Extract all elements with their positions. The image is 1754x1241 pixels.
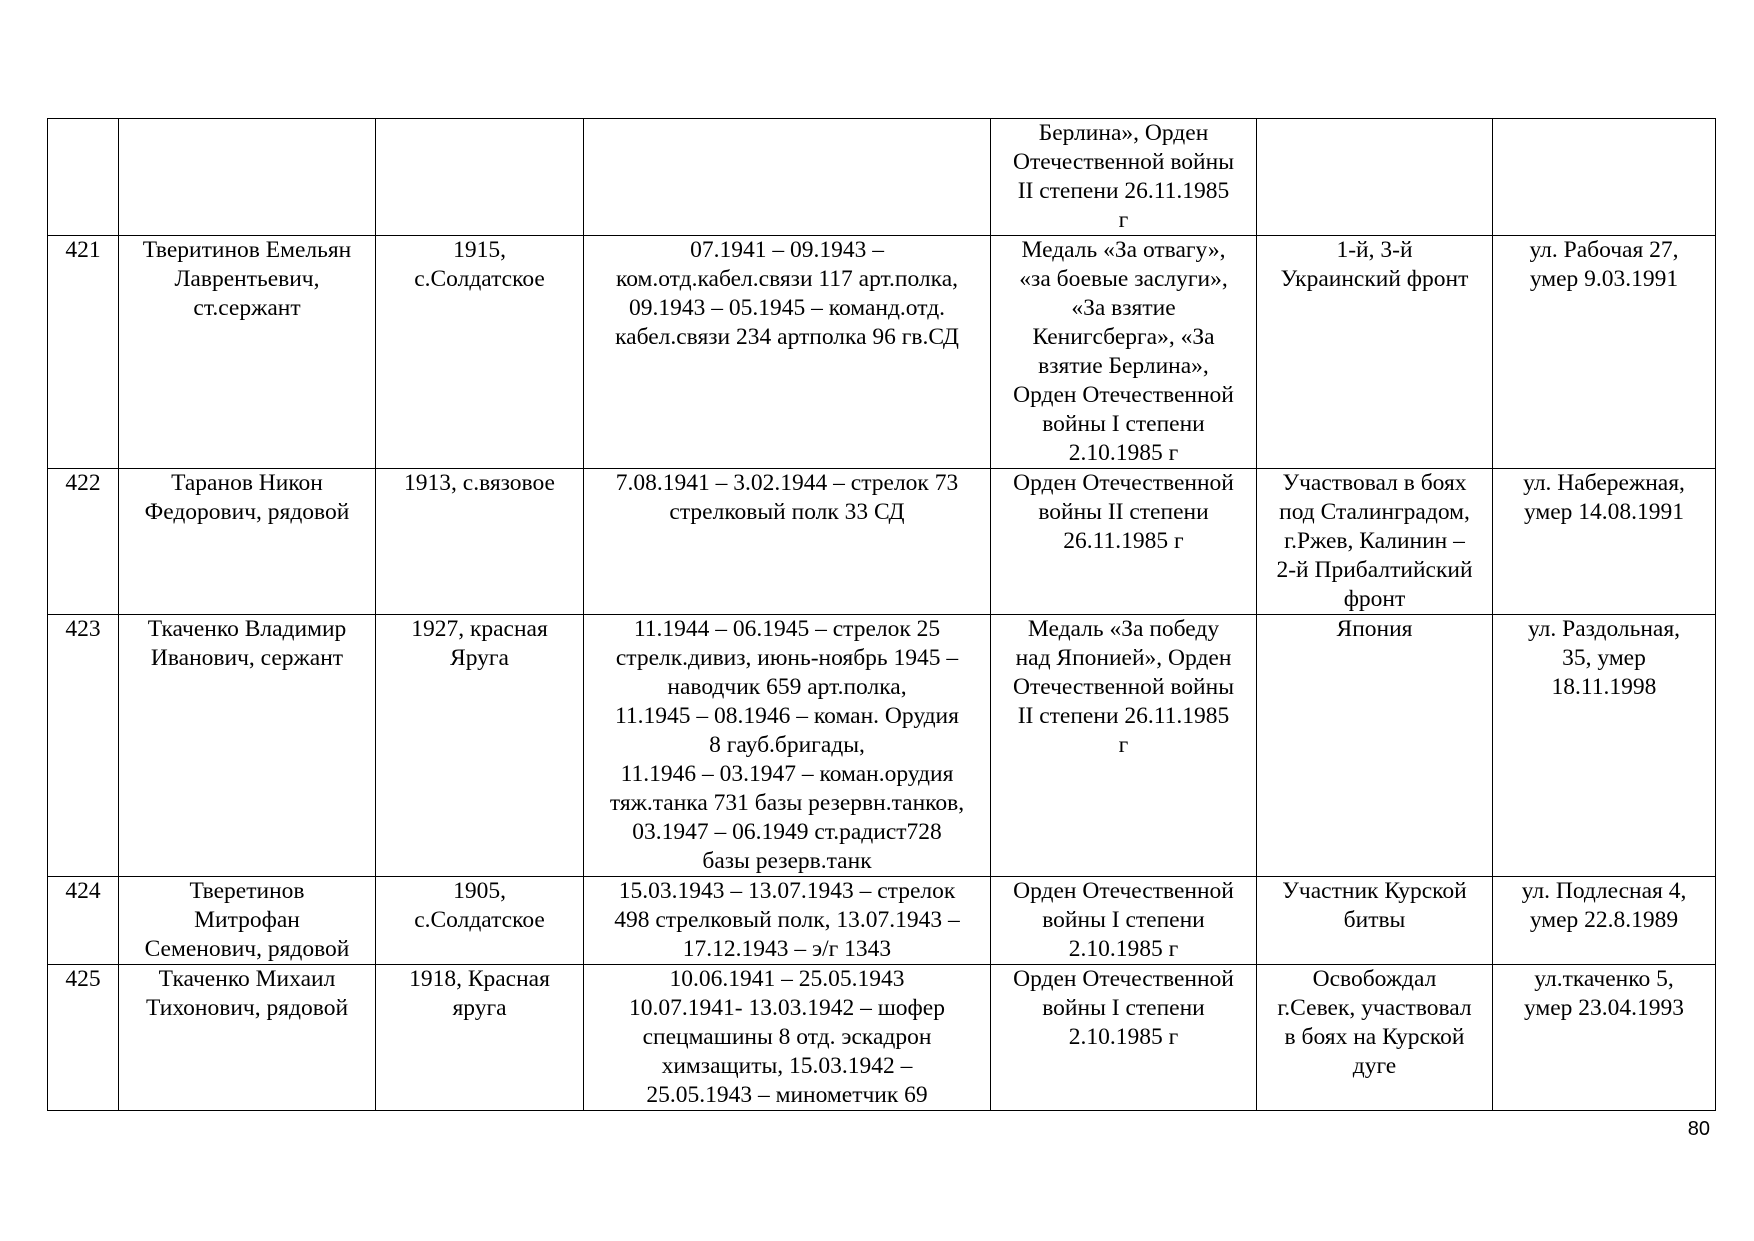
cell-number: 424 [48,877,119,965]
cell-name: Тверитинов Емельян Лаврентьевич, ст.сержант [119,236,376,469]
cell-awards: Орден Отечественной войны I степени 2.10.1985 г [991,965,1257,1111]
table-row [48,965,1716,1111]
cell-participation: 1-й, 3-й Украинский фронт [1257,236,1493,469]
cell-birth: 1905, с.Солдатское [376,877,584,965]
cell-address: ул. Рабочая 27, умер 9.03.1991 [1493,236,1716,469]
cell-name: Таранов Никон Федорович, рядовой [119,469,376,615]
cell-service: 11.1944 – 06.1945 – стрелок 25 стрелк.дивиз, июнь-ноябрь 1945 – наводчик 659 арт.полка, 11.1945 – 08.1946 – коман. Орудия 8 гауб.бригады, 11.1946 – 03.1947 – коман.орудия тяж.танка 731 базы резервн.танков, 03.1947 – 06.1949 ст.радист728 базы резерв.танк [584,615,991,877]
cell-awards: Орден Отечественной войны II степени 26.11.1985 г [991,469,1257,615]
cell-participation [1257,119,1493,236]
cell-number: 422 [48,469,119,615]
table-row [48,469,1716,615]
cell-address: ул.ткаченко 5, умер 23.04.1993 [1493,965,1716,1111]
cell-participation: Освобождал г.Севек, участвовал в боях на Курской дуге [1257,965,1493,1111]
table-row [48,615,1716,877]
cell-participation: Участник Курской битвы [1257,877,1493,965]
cell-address: ул. Подлесная 4, умер 22.8.1989 [1493,877,1716,965]
cell-name: Ткаченко Владимир Иванович, сержант [119,615,376,877]
cell-number: 425 [48,965,119,1111]
cell-awards: Берлина», Орден Отечественной войны II степени 26.11.1985 г [991,119,1257,236]
cell-number [48,119,119,236]
table-row [48,119,1716,236]
cell-service: 10.06.1941 – 25.05.1943 10.07.1941- 13.03.1942 – шофер спецмашины 8 отд. эскадрон химзащиты, 15.03.1942 – 25.05.1943 – минометчик 69 [584,965,991,1111]
cell-address: ул. Раздольная, 35, умер 18.11.1998 [1493,615,1716,877]
cell-name [119,119,376,236]
table-row [48,236,1716,469]
cell-awards: Медаль «За отвагу», «за боевые заслуги», «За взятие Кенигсберга», «За взятие Берлина», Орден Отечественной войны I степени 2.10.1985 г [991,236,1257,469]
cell-awards: Медаль «За победу над Японией», Орден Отечественной войны II степени 26.11.1985 г [991,615,1257,877]
cell-birth: 1927, красная Яруга [376,615,584,877]
cell-address: ул. Набережная, умер 14.08.1991 [1493,469,1716,615]
cell-service: 15.03.1943 – 13.07.1943 – стрелок 498 стрелковый полк, 13.07.1943 – 17.12.1943 – э/г 1343 [584,877,991,965]
page-number: 80 [1687,1118,1710,1140]
cell-number: 423 [48,615,119,877]
veterans-table [47,118,1716,1111]
cell-address [1493,119,1716,236]
cell-service [584,119,991,236]
cell-name: Тверетинов Митрофан Семенович, рядовой [119,877,376,965]
cell-service: 7.08.1941 – 3.02.1944 – стрелок 73 стрелковый полк 33 СД [584,469,991,615]
cell-birth: 1915, с.Солдатское [376,236,584,469]
cell-birth [376,119,584,236]
cell-participation: Участвовал в боях под Сталинградом, г.Ржев, Калинин – 2-й Прибалтийский фронт [1257,469,1493,615]
cell-number: 421 [48,236,119,469]
cell-name: Ткаченко Михаил Тихонович, рядовой [119,965,376,1111]
cell-service: 07.1941 – 09.1943 – ком.отд.кабел.связи 117 арт.полка, 09.1943 – 05.1945 – команд.отд. кабел.связи 234 артполка 96 гв.СД [584,236,991,469]
cell-awards: Орден Отечественной войны I степени 2.10.1985 г [991,877,1257,965]
table-row [48,877,1716,965]
cell-birth: 1918, Красная яруга [376,965,584,1111]
cell-participation: Япония [1257,615,1493,877]
cell-birth: 1913, с.вязовое [376,469,584,615]
